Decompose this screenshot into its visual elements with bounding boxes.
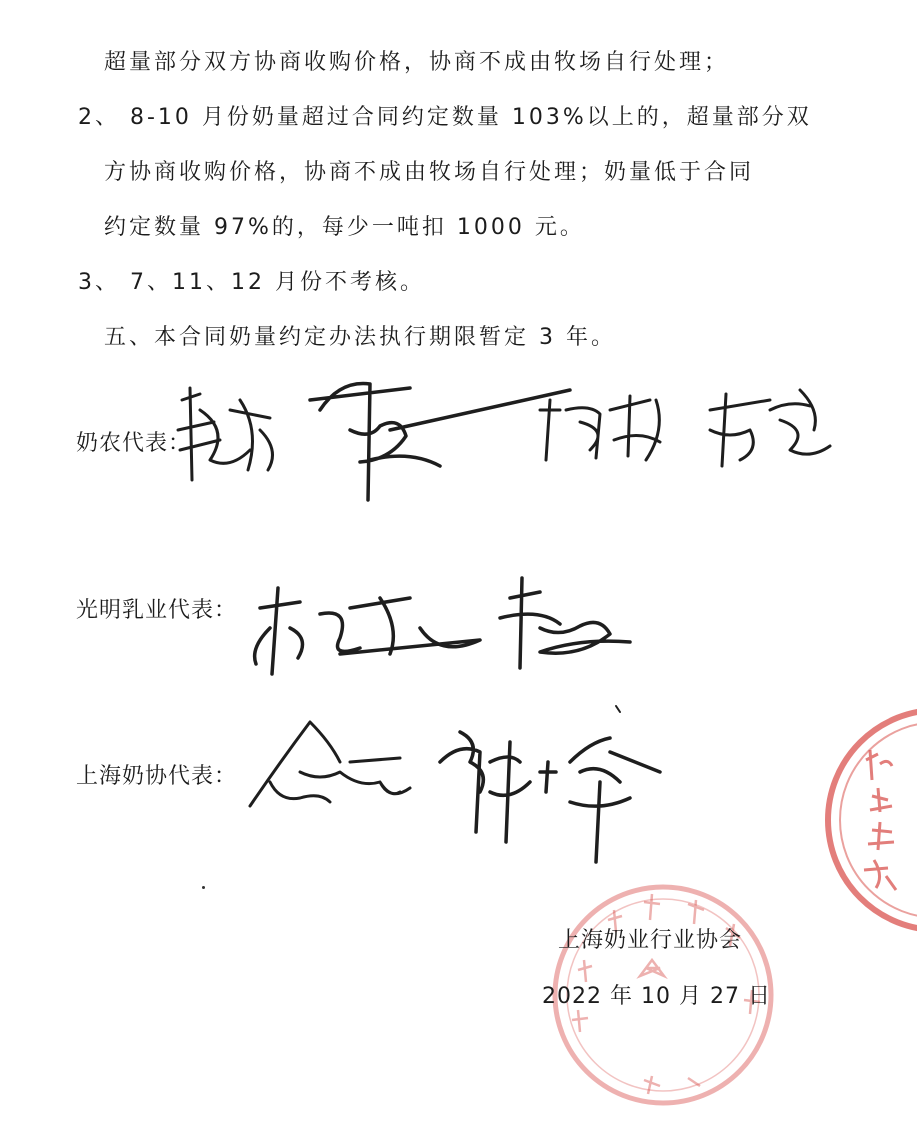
bright-dairy-representative-label: 光明乳业代表： — [76, 598, 238, 623]
body-line-5: 3、 7、11、12 月份不考核。 — [78, 270, 425, 295]
issue-date: 2022 年 10 月 27 日 — [542, 984, 771, 1009]
association-signatures — [240, 702, 680, 882]
farmers-signatures — [170, 370, 850, 530]
body-line-6: 五、本合同奶量约定办法执行期限暂定 3 年。 — [104, 325, 616, 350]
body-line-3: 方协商收购价格，协商不成由牧场自行处理；奶量低于合同 — [104, 160, 755, 185]
association-seal-right — [818, 700, 917, 940]
stray-mark — [202, 886, 205, 889]
issuing-organization: 上海奶业行业协会 — [558, 928, 743, 953]
association-representative-label: 上海奶协代表： — [76, 764, 238, 789]
farmers-representative-label: 奶农代表： — [76, 431, 192, 456]
body-line-4: 约定数量 97%的，每少一吨扣 1000 元。 — [104, 215, 585, 240]
body-line-2: 2、 8-10 月份奶量超过合同约定数量 103%以上的，超量部分双 — [78, 105, 812, 130]
body-line-1: 超量部分双方协商收购价格，协商不成由牧场自行处理； — [104, 50, 730, 75]
bright-dairy-signatures — [240, 568, 660, 688]
